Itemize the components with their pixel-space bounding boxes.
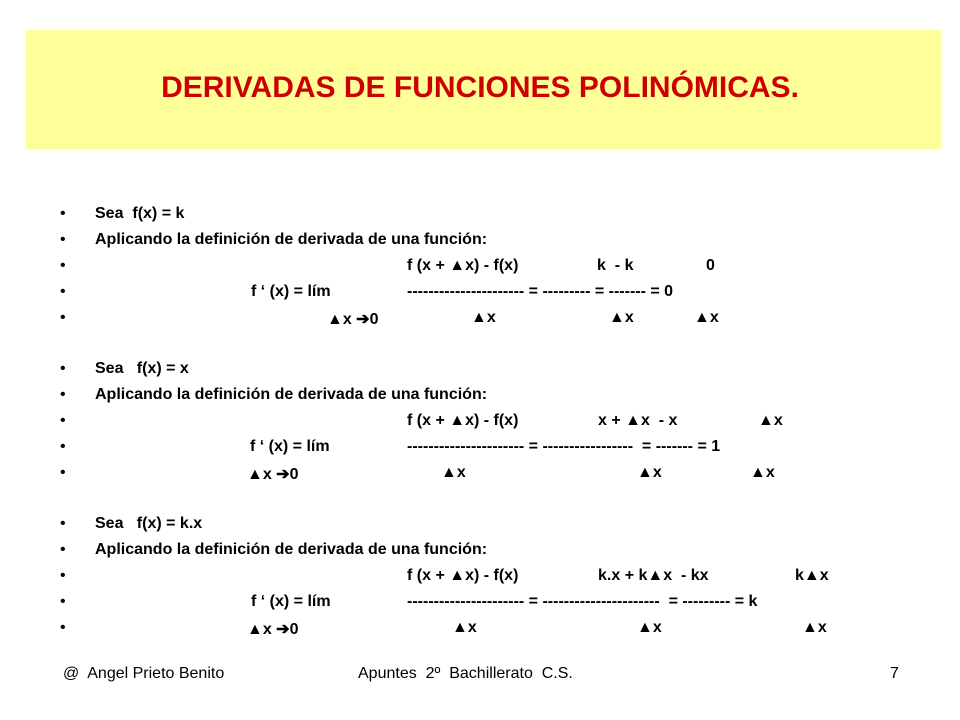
denominator-text: ▲x ➔0 [247,466,299,483]
bullet-icon: • [60,283,66,300]
bullet-icon: • [60,360,66,377]
instruction-text: Aplicando la definición de derivada de una función: [95,231,488,248]
fraction-bars: ---------------------- = --------- = ------- = 0 [407,283,674,300]
denominator-text: ▲x [694,309,719,326]
definition-text: Sea f(x) = k [95,205,185,222]
list-item [0,360,960,382]
bullet-icon: • [60,619,66,636]
denominator-text: ▲x ➔0 [327,311,379,328]
bullet-icon: • [60,309,66,326]
instruction-text: Aplicando la definición de derivada de una función: [95,541,488,558]
footer-author: @ Angel Prieto Benito [63,665,225,682]
bullet-icon: • [60,567,66,584]
list-item [0,257,960,279]
instruction-text: Aplicando la definición de derivada de una función: [95,386,488,403]
numerator-text: f (x + ▲x) - f(x) [407,567,519,584]
numerator-text: 0 [706,257,715,274]
limit-label: f ‘ (x) = lím [251,593,331,610]
limit-label: f ‘ (x) = lím [251,283,331,300]
fraction-bars: ---------------------- = ---------------------- = --------- = k [407,593,758,610]
bullet-icon: • [60,515,66,532]
denominator-text: ▲x [637,464,662,481]
bullet-icon: • [60,231,66,248]
numerator-text: x + ▲x - x [598,412,678,429]
list-item [0,541,960,563]
denominator-text: ▲x [609,309,634,326]
bullet-icon: • [60,593,66,610]
list-item [0,283,960,305]
list-item [0,205,960,227]
numerator-text: ▲x [758,412,783,429]
bullet-icon: • [60,541,66,558]
denominator-text: ▲x [750,464,775,481]
numerator-text: f (x + ▲x) - f(x) [407,412,519,429]
list-item [0,515,960,537]
numerator-text: k - k [597,257,634,274]
list-item [0,619,960,641]
denominator-text: ▲x [637,619,662,636]
denominator-text: ▲x [802,619,827,636]
footer-page-number: 7 [890,665,899,682]
footer-course: Apuntes 2º Bachillerato C.S. [358,665,573,682]
denominator-text: ▲x [441,464,466,481]
bullet-icon: • [60,205,66,222]
numerator-text: k▲x [795,567,829,584]
numerator-text: k.x + k▲x - kx [598,567,709,584]
definition-text: Sea f(x) = x [95,360,189,377]
list-item [0,231,960,253]
denominator-text: ▲x [471,309,496,326]
list-item [0,567,960,589]
limit-label: f ‘ (x) = lím [250,438,330,455]
bullet-icon: • [60,257,66,274]
list-item [0,309,960,331]
denominator-text: ▲x [452,619,477,636]
slide-title: DERIVADAS DE FUNCIONES POLINÓMICAS. [161,71,799,104]
list-item [0,412,960,434]
bullet-icon: • [60,438,66,455]
definition-text: Sea f(x) = k.x [95,515,203,532]
list-item [0,438,960,460]
denominator-text: ▲x ➔0 [247,621,299,638]
bullet-icon: • [60,464,66,481]
list-item [0,593,960,615]
list-item [0,386,960,408]
numerator-text: f (x + ▲x) - f(x) [407,257,519,274]
list-item [0,464,960,486]
bullet-icon: • [60,412,66,429]
bullet-icon: • [60,386,66,403]
fraction-bars: ---------------------- = ----------------- = ------- = 1 [407,438,721,455]
